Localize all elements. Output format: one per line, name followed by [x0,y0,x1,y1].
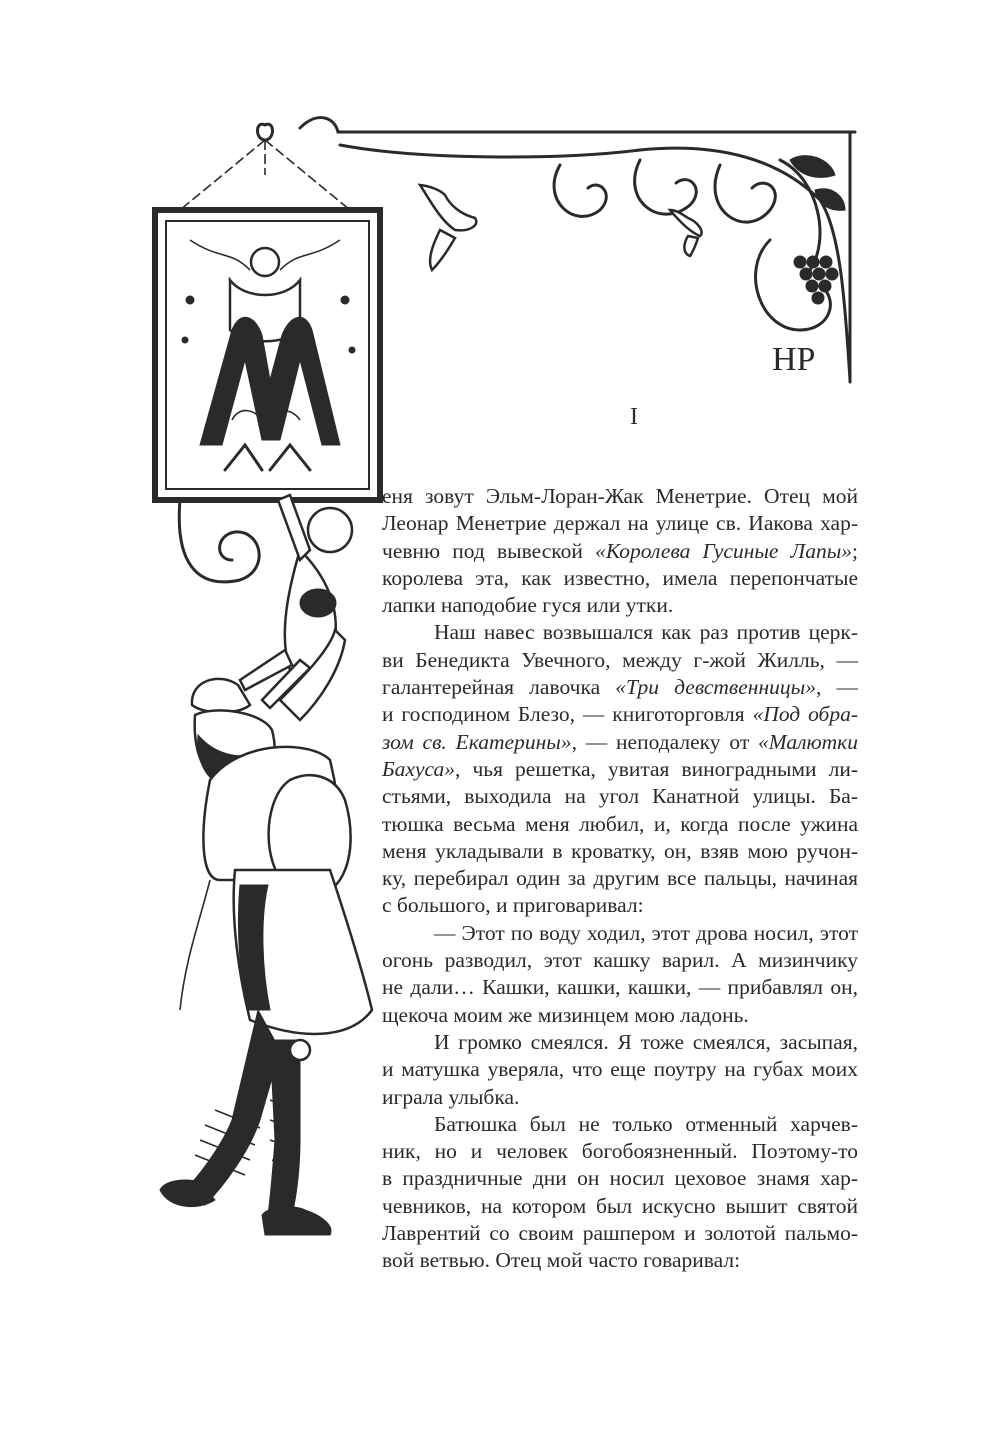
drop-cap-sign [155,210,380,500]
text-line: ку, перебирал один за другим все пальцы, начиная [382,866,858,891]
chapter-number: I [630,404,638,430]
italic-title: зом св. Екатерины» [382,729,572,754]
text-run: и господином Блезо, — книготорговля [382,702,745,727]
iron-bracket [300,118,855,382]
text-line: И громко смеялся. Я тоже смеялся, засыпая, [434,1029,858,1054]
italic-title: «Три девственницы» [615,675,816,700]
text-line [382,729,858,756]
text-line: Наш навес возвышался как раз против церк- [434,620,858,645]
grapes [794,256,838,304]
paragraph-2 [382,619,858,919]
chapter-text [382,483,858,1275]
text-line [382,674,858,701]
text-line: вой ветвью. Отец мой часто говаривал: [382,1248,741,1273]
text-line: щекоча моим же мизинцем мою ладонь. [382,1002,749,1027]
paragraph-4 [382,1029,858,1111]
text-line [382,701,858,728]
italic-title: Бахуса» [382,756,456,781]
text-line: Леонар Менетрие держал на улице св. Иакова хар- [382,511,858,536]
text-run: , чья решетка, увитая виноградными ли- [455,756,858,781]
text-line: и матушка уверяла, что еще поутру на губах моих [382,1057,858,1082]
dove-icon [420,185,476,270]
text-line: Лаврентий со своим рашпером и золотой пальмо- [382,1221,858,1246]
text-line [382,756,858,783]
text-line: стьями, выходила на угол Канатной улицы. Ба- [382,784,858,809]
text-run: чевню под вывеской [382,538,583,563]
paragraph-5 [382,1111,858,1275]
paragraph-1 [382,483,858,619]
text-line: ви Бенедикта Увечного, между г-жой Жилль, — [382,647,858,672]
text-run: ; [852,538,858,563]
italic-title: «Под обра- [752,702,859,727]
italic-title: «Малютки [758,729,858,754]
text-run: , — [815,675,859,700]
cook-figure [160,630,372,1235]
text-line: еня зовут Эльм-Лоран-Жак Менетрие. Отец мой [382,484,858,508]
dove-small-icon [670,210,702,256]
text-line: Батюшка был не только отменный харчев- [434,1111,858,1136]
spiral-flourish [179,500,259,582]
text-line: королева эта, как известно, имела перепончатые [382,565,858,590]
text-line: меня укладывали в кроватку, он, взяв мою ручон- [382,838,858,863]
text-line [382,538,858,565]
text-run: галантерейная лавочка [382,675,601,700]
text-line: играла улыбка. [382,1084,520,1109]
text-line: не дали… Кашки, кашки, кашки, — прибавлял он, [382,975,858,1000]
text-run: , — неподалеку от [571,729,750,754]
baby-figure [240,495,352,708]
monogram: HP [772,341,816,378]
text-line: лапки наподобие гуся или утки. [382,593,674,618]
paragraph-3 [382,920,858,1029]
text-line: — Этот по воду ходил, этот дрова носил, этот [434,920,858,945]
text-line: чевников, на котором был искусно вышит святой [382,1193,858,1218]
italic-title: «Королева Гусиные Лапы» [595,538,853,563]
text-line: в праздничные дни он носил цеховое знамя хар- [382,1166,858,1191]
hanging-chains [180,124,350,210]
text-line: ник, но и человек богобоязненный. Поэтому-то [382,1139,858,1164]
text-line: с большого, и приговаривал: [382,893,644,918]
text-line: огонь разводил, этот кашку варил. А мизинчику [382,948,858,973]
text-line: тюшка весьма меня любил, и, когда после ужина [382,811,858,836]
